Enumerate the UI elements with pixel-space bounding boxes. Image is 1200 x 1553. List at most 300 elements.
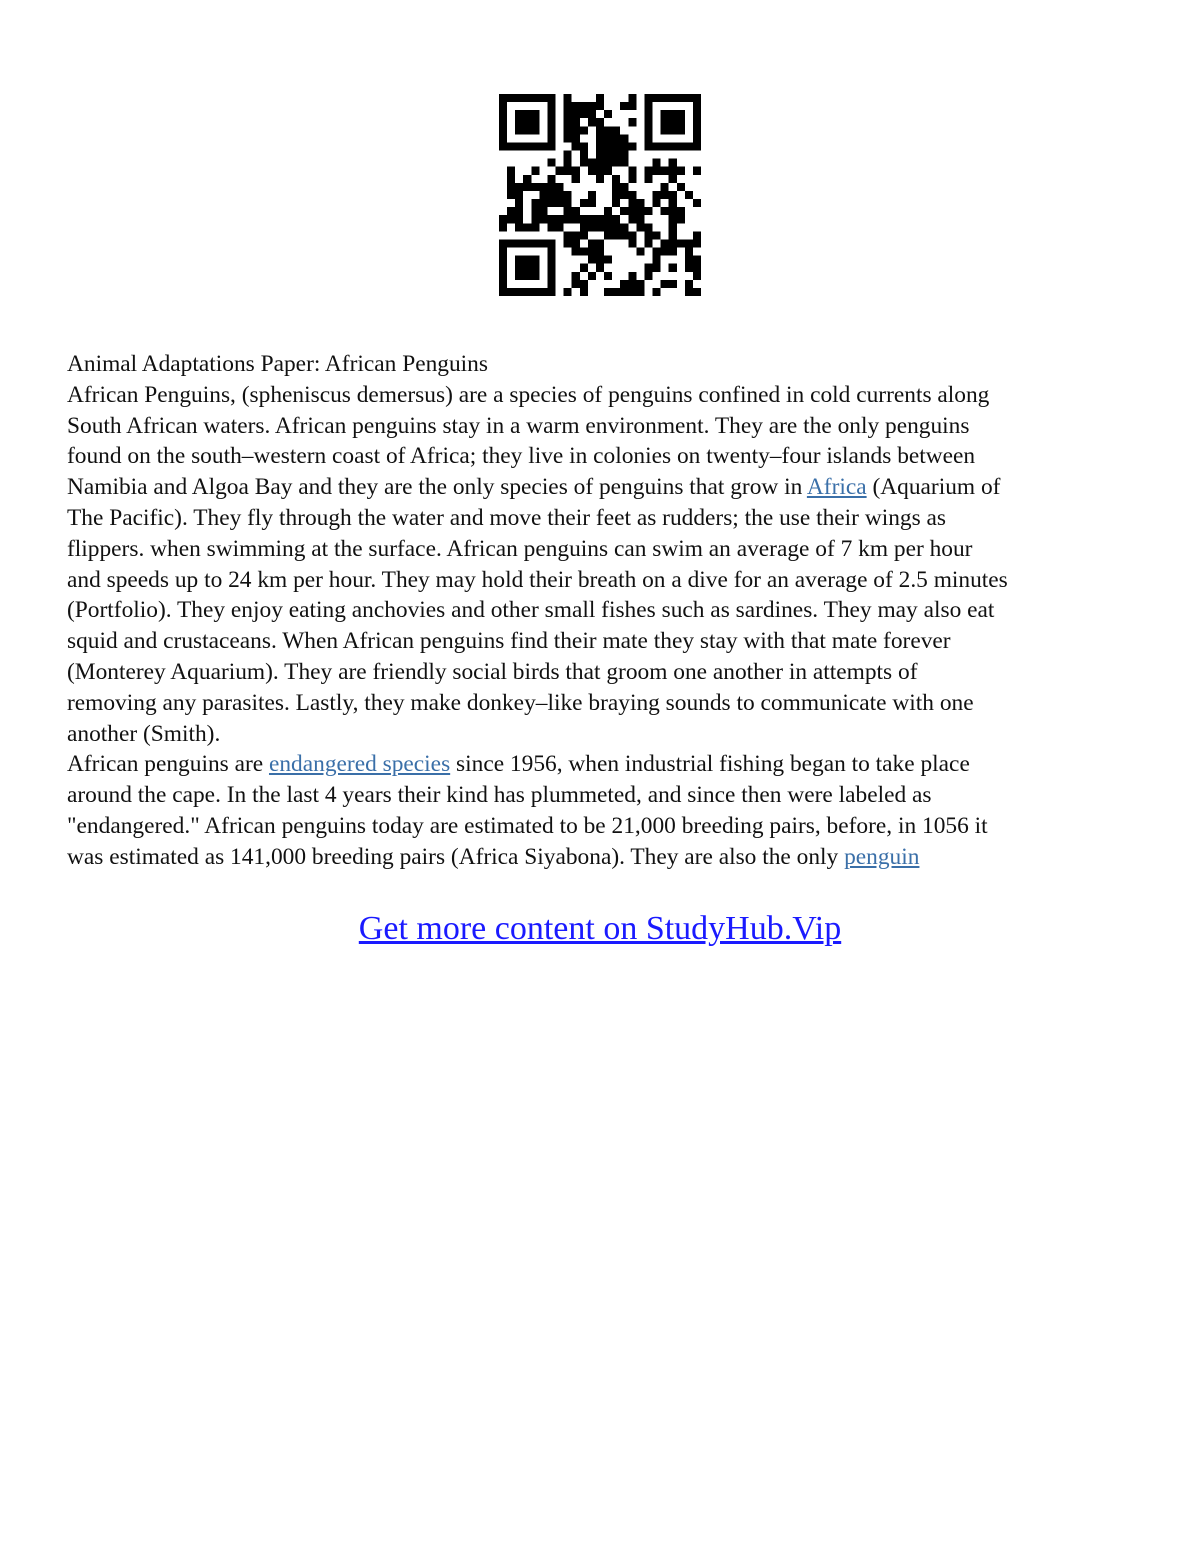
qr-module <box>620 191 628 199</box>
qr-module <box>523 239 531 247</box>
qr-module <box>564 199 572 207</box>
qr-module <box>564 215 572 223</box>
qr-module <box>523 126 531 134</box>
qr-module <box>677 215 685 223</box>
qr-module <box>661 183 669 191</box>
qr-module <box>669 264 677 272</box>
qr-module <box>523 256 531 264</box>
qr-module <box>580 102 588 110</box>
qr-module <box>644 239 652 247</box>
qr-module <box>539 215 547 223</box>
qr-module <box>604 126 612 134</box>
article-line: and speeds up to 24 km per hour. They may hold their breath on a dive for an average of 2.5 minutes <box>67 566 1008 593</box>
qr-module <box>669 231 677 239</box>
qr-module <box>515 239 523 247</box>
qr-module <box>547 94 555 102</box>
qr-module <box>531 215 539 223</box>
qr-module <box>628 167 636 175</box>
qr-module <box>693 142 701 150</box>
qr-module <box>628 272 636 280</box>
qr-module <box>653 159 661 167</box>
qr-module <box>677 167 685 175</box>
qr-module <box>556 191 564 199</box>
qr-module <box>531 126 539 134</box>
qr-module <box>685 264 693 272</box>
qr-module <box>507 288 515 296</box>
qr-module <box>669 142 677 150</box>
qr-module <box>515 256 523 264</box>
article-line: South African waters. African penguins stay in a warm environment. They are the only penguins <box>67 412 970 439</box>
qr-module <box>507 215 515 223</box>
qr-module <box>572 280 580 288</box>
qr-module <box>628 142 636 150</box>
penguin-link[interactable]: penguin <box>844 843 920 870</box>
qr-module <box>572 110 580 118</box>
qr-module <box>669 126 677 134</box>
text-segment: was estimated as 141,000 breeding pairs (Africa Siyabona). They are also the only <box>67 843 845 870</box>
qr-module <box>636 248 644 256</box>
qr-module <box>685 280 693 288</box>
article-line: around the cape. In the last 4 years their kind has plummeted, and since then were labeled as <box>67 782 932 809</box>
qr-module <box>547 199 555 207</box>
qr-module <box>564 118 572 126</box>
qr-module <box>564 167 572 175</box>
qr-module <box>572 167 580 175</box>
qr-module <box>653 231 661 239</box>
qr-module <box>572 175 580 183</box>
qr-module <box>693 264 701 272</box>
qr-module <box>644 110 652 118</box>
qr-module <box>628 191 636 199</box>
qr-module <box>620 134 628 142</box>
qr-module <box>564 231 572 239</box>
qr-module <box>628 215 636 223</box>
qr-module <box>653 256 661 264</box>
qr-module <box>547 110 555 118</box>
qr-module <box>669 248 677 256</box>
qr-module <box>669 191 677 199</box>
qr-module <box>523 272 531 280</box>
qr-module <box>693 199 701 207</box>
qr-module <box>547 264 555 272</box>
qr-module <box>539 288 547 296</box>
qr-module <box>653 191 661 199</box>
qr-module <box>620 207 628 215</box>
qr-module <box>564 191 572 199</box>
qr-module <box>677 126 685 134</box>
article-line <box>67 472 1147 503</box>
qr-module <box>596 264 604 272</box>
qr-module <box>515 94 523 102</box>
qr-module <box>531 264 539 272</box>
qr-module <box>572 207 580 215</box>
qr-module <box>644 272 652 280</box>
qr-module <box>572 215 580 223</box>
qr-module <box>685 142 693 150</box>
article-title: Animal Adaptations Paper: African Penguins <box>67 351 488 377</box>
qr-module <box>685 239 693 247</box>
qr-module <box>693 134 701 142</box>
qr-module <box>523 264 531 272</box>
article-line <box>67 842 1147 873</box>
qr-module <box>644 94 652 102</box>
qr-module <box>507 142 515 150</box>
qr-module <box>661 118 669 126</box>
qr-module <box>661 191 669 199</box>
qr-module <box>604 167 612 175</box>
qr-module <box>580 215 588 223</box>
qr-module <box>523 175 531 183</box>
qr-module <box>523 223 531 231</box>
qr-module <box>547 248 555 256</box>
text-segment: Namibia and Algoa Bay and they are the only species of penguins that grow in <box>67 474 807 501</box>
qr-module <box>499 118 507 126</box>
qr-module <box>604 142 612 150</box>
qr-module <box>612 288 620 296</box>
qr-module <box>628 207 636 215</box>
qr-module <box>515 215 523 223</box>
qr-module <box>507 94 515 102</box>
qr-module <box>547 256 555 264</box>
qr-module <box>547 175 555 183</box>
article-line: removing any parasites. Lastly, they make donkey–like braying sounds to communicate with one <box>67 689 974 716</box>
article-body <box>67 349 1147 873</box>
qr-module <box>507 175 515 183</box>
qr-module <box>685 248 693 256</box>
qr-module <box>653 199 661 207</box>
qr-module <box>604 288 612 296</box>
qr-module <box>661 207 669 215</box>
qr-module <box>628 175 636 183</box>
qr-module <box>693 256 701 264</box>
studyhub-link[interactable]: Get more content on StudyHub.Vip <box>358 910 842 947</box>
qr-module <box>564 126 572 134</box>
qr-module <box>677 94 685 102</box>
qr-module <box>547 118 555 126</box>
qr-code <box>499 94 701 296</box>
qr-module <box>515 183 523 191</box>
africa-link[interactable]: Africa <box>806 474 867 501</box>
qr-module <box>653 94 661 102</box>
qr-module <box>499 142 507 150</box>
qr-module <box>588 102 596 110</box>
qr-module <box>628 280 636 288</box>
qr-module <box>515 142 523 150</box>
qr-module <box>580 151 588 159</box>
qr-module <box>661 126 669 134</box>
qr-module <box>661 167 669 175</box>
qr-module <box>572 142 580 150</box>
qr-module <box>596 94 604 102</box>
qr-module <box>636 199 644 207</box>
qr-module <box>620 159 628 167</box>
qr-module <box>572 272 580 280</box>
qr-module <box>693 239 701 247</box>
qr-module <box>653 264 661 272</box>
article-line <box>67 749 1147 780</box>
qr-module <box>556 183 564 191</box>
qr-module <box>604 207 612 215</box>
qr-module <box>523 183 531 191</box>
qr-module <box>612 159 620 167</box>
qr-module <box>628 288 636 296</box>
text-segment: since 1956, when industrial fishing began to take place <box>450 751 970 778</box>
qr-module <box>604 134 612 142</box>
qr-module <box>572 239 580 247</box>
qr-module <box>580 231 588 239</box>
qr-module <box>499 288 507 296</box>
qr-module <box>644 118 652 126</box>
qr-module <box>669 239 677 247</box>
qr-module <box>531 207 539 215</box>
qr-module <box>628 94 636 102</box>
qr-module <box>596 134 604 142</box>
qr-module <box>531 94 539 102</box>
qr-module <box>588 248 596 256</box>
qr-module <box>499 280 507 288</box>
qr-module <box>620 183 628 191</box>
qr-module <box>531 183 539 191</box>
qr-module <box>547 215 555 223</box>
qr-module <box>693 126 701 134</box>
qr-module <box>693 110 701 118</box>
qr-module <box>523 94 531 102</box>
qr-module <box>644 142 652 150</box>
qr-module <box>547 134 555 142</box>
qr-module <box>539 207 547 215</box>
qr-module <box>499 264 507 272</box>
qr-module <box>636 288 644 296</box>
qr-module <box>596 102 604 110</box>
qr-module <box>588 223 596 231</box>
qr-module <box>628 199 636 207</box>
qr-module <box>620 151 628 159</box>
qr-module <box>604 256 612 264</box>
qr-module <box>580 288 588 296</box>
qr-module <box>539 142 547 150</box>
qr-module <box>620 102 628 110</box>
qr-module <box>677 207 685 215</box>
qr-module <box>596 175 604 183</box>
qr-module <box>547 183 555 191</box>
qr-module <box>693 167 701 175</box>
qr-module <box>644 264 652 272</box>
qr-module <box>596 239 604 247</box>
qr-module <box>531 272 539 280</box>
qr-module <box>644 167 652 175</box>
qr-module <box>693 94 701 102</box>
qr-module <box>596 248 604 256</box>
qr-module <box>515 110 523 118</box>
qr-module <box>588 256 596 264</box>
qr-module <box>547 102 555 110</box>
qr-module <box>644 134 652 142</box>
qr-module <box>531 223 539 231</box>
qr-module <box>644 102 652 110</box>
qr-module <box>572 231 580 239</box>
qr-module <box>588 118 596 126</box>
qr-module <box>507 239 515 247</box>
qr-code-icon <box>499 94 701 296</box>
qr-module <box>515 126 523 134</box>
article-line: (Monterey Aquarium). They are friendly social birds that groom one another in attempts of <box>67 658 918 685</box>
article-line: (Portfolio). They enjoy eating anchovies and other small fishes such as sardines. They may also eat <box>67 597 995 624</box>
qr-module <box>556 167 564 175</box>
article-line: another (Smith). <box>67 720 221 747</box>
qr-module <box>644 223 652 231</box>
qr-module <box>547 272 555 280</box>
qr-module <box>523 118 531 126</box>
qr-module <box>507 207 515 215</box>
qr-module <box>653 248 661 256</box>
qr-module <box>539 199 547 207</box>
qr-module <box>612 134 620 142</box>
qr-module <box>580 223 588 231</box>
qr-module <box>620 223 628 231</box>
qr-module <box>499 272 507 280</box>
qr-module <box>612 223 620 231</box>
qr-module <box>547 223 555 231</box>
qr-module <box>669 199 677 207</box>
qr-module <box>620 142 628 150</box>
qr-module <box>507 167 515 175</box>
qr-module <box>588 159 596 167</box>
qr-module <box>580 280 588 288</box>
qr-module <box>693 288 701 296</box>
qr-module <box>620 280 628 288</box>
qr-module <box>572 102 580 110</box>
qr-module <box>507 191 515 199</box>
qr-module <box>564 288 572 296</box>
qr-module <box>499 110 507 118</box>
qr-module <box>661 94 669 102</box>
qr-module <box>596 167 604 175</box>
qr-module <box>636 280 644 288</box>
qr-module <box>644 175 652 183</box>
qr-module <box>596 151 604 159</box>
text-segment: African penguins are <box>67 751 269 778</box>
endangered-species-link[interactable]: endangered species <box>268 751 451 778</box>
qr-module <box>531 256 539 264</box>
qr-module <box>547 239 555 247</box>
qr-module <box>636 215 644 223</box>
qr-module <box>596 142 604 150</box>
qr-module <box>499 126 507 134</box>
qr-module <box>685 256 693 264</box>
qr-module <box>539 94 547 102</box>
footer <box>0 907 1200 951</box>
qr-module <box>596 223 604 231</box>
qr-module <box>612 175 620 183</box>
qr-module <box>685 191 693 199</box>
article-line: found on the south–western coast of Africa; they live in colonies on twenty–four islands between <box>67 443 976 470</box>
qr-module <box>669 94 677 102</box>
qr-module <box>596 159 604 167</box>
qr-module <box>685 94 693 102</box>
qr-module <box>564 94 572 102</box>
qr-module <box>628 102 636 110</box>
qr-module <box>628 118 636 126</box>
qr-module <box>515 118 523 126</box>
qr-module <box>531 239 539 247</box>
qr-module <box>564 134 572 142</box>
article-line: "endangered." African penguins today are estimated to be 21,000 breeding pairs, before, in 1056 it <box>67 812 988 839</box>
qr-module <box>564 102 572 110</box>
qr-module <box>515 199 523 207</box>
qr-module <box>628 239 636 247</box>
qr-module <box>572 248 580 256</box>
qr-module <box>693 231 701 239</box>
qr-module <box>564 239 572 247</box>
qr-module <box>612 199 620 207</box>
qr-module <box>661 248 669 256</box>
qr-module <box>539 183 547 191</box>
qr-module <box>564 159 572 167</box>
qr-module <box>661 142 669 150</box>
qr-module <box>620 288 628 296</box>
qr-module <box>547 159 555 167</box>
qr-module <box>556 199 564 207</box>
qr-module <box>653 142 661 150</box>
qr-module <box>620 231 628 239</box>
qr-module <box>499 223 507 231</box>
qr-module <box>499 215 507 223</box>
qr-module <box>596 256 604 264</box>
qr-module <box>556 223 564 231</box>
qr-module <box>588 239 596 247</box>
qr-module <box>547 126 555 134</box>
qr-module <box>580 142 588 150</box>
qr-module <box>564 110 572 118</box>
qr-module <box>669 110 677 118</box>
qr-module <box>612 231 620 239</box>
qr-module <box>588 272 596 280</box>
article-line: The Pacific). They fly through the water and move their feet as rudders; the use their wings as <box>67 504 947 531</box>
qr-module <box>539 191 547 199</box>
article-line: squid and crustaceans. When African penguins find their mate they stay with that mate forever <box>67 628 951 655</box>
qr-module <box>531 199 539 207</box>
qr-module <box>580 159 588 167</box>
qr-module <box>677 142 685 150</box>
qr-module <box>604 231 612 239</box>
qr-module <box>669 215 677 223</box>
qr-module <box>531 142 539 150</box>
qr-module <box>677 110 685 118</box>
qr-module <box>580 248 588 256</box>
qr-module <box>556 215 564 223</box>
qr-module <box>669 207 677 215</box>
qr-module <box>515 272 523 280</box>
qr-module <box>596 126 604 134</box>
qr-module <box>677 183 685 191</box>
qr-module <box>515 207 523 215</box>
qr-module <box>669 167 677 175</box>
qr-module <box>604 159 612 167</box>
qr-module <box>636 223 644 231</box>
qr-module <box>499 134 507 142</box>
qr-module <box>653 167 661 175</box>
qr-module <box>604 215 612 223</box>
qr-module <box>669 223 677 231</box>
qr-module <box>612 151 620 159</box>
qr-module <box>499 248 507 256</box>
qr-module <box>531 118 539 126</box>
qr-module <box>604 110 612 118</box>
qr-module <box>604 272 612 280</box>
qr-module <box>669 118 677 126</box>
qr-module <box>653 288 661 296</box>
qr-module <box>661 110 669 118</box>
